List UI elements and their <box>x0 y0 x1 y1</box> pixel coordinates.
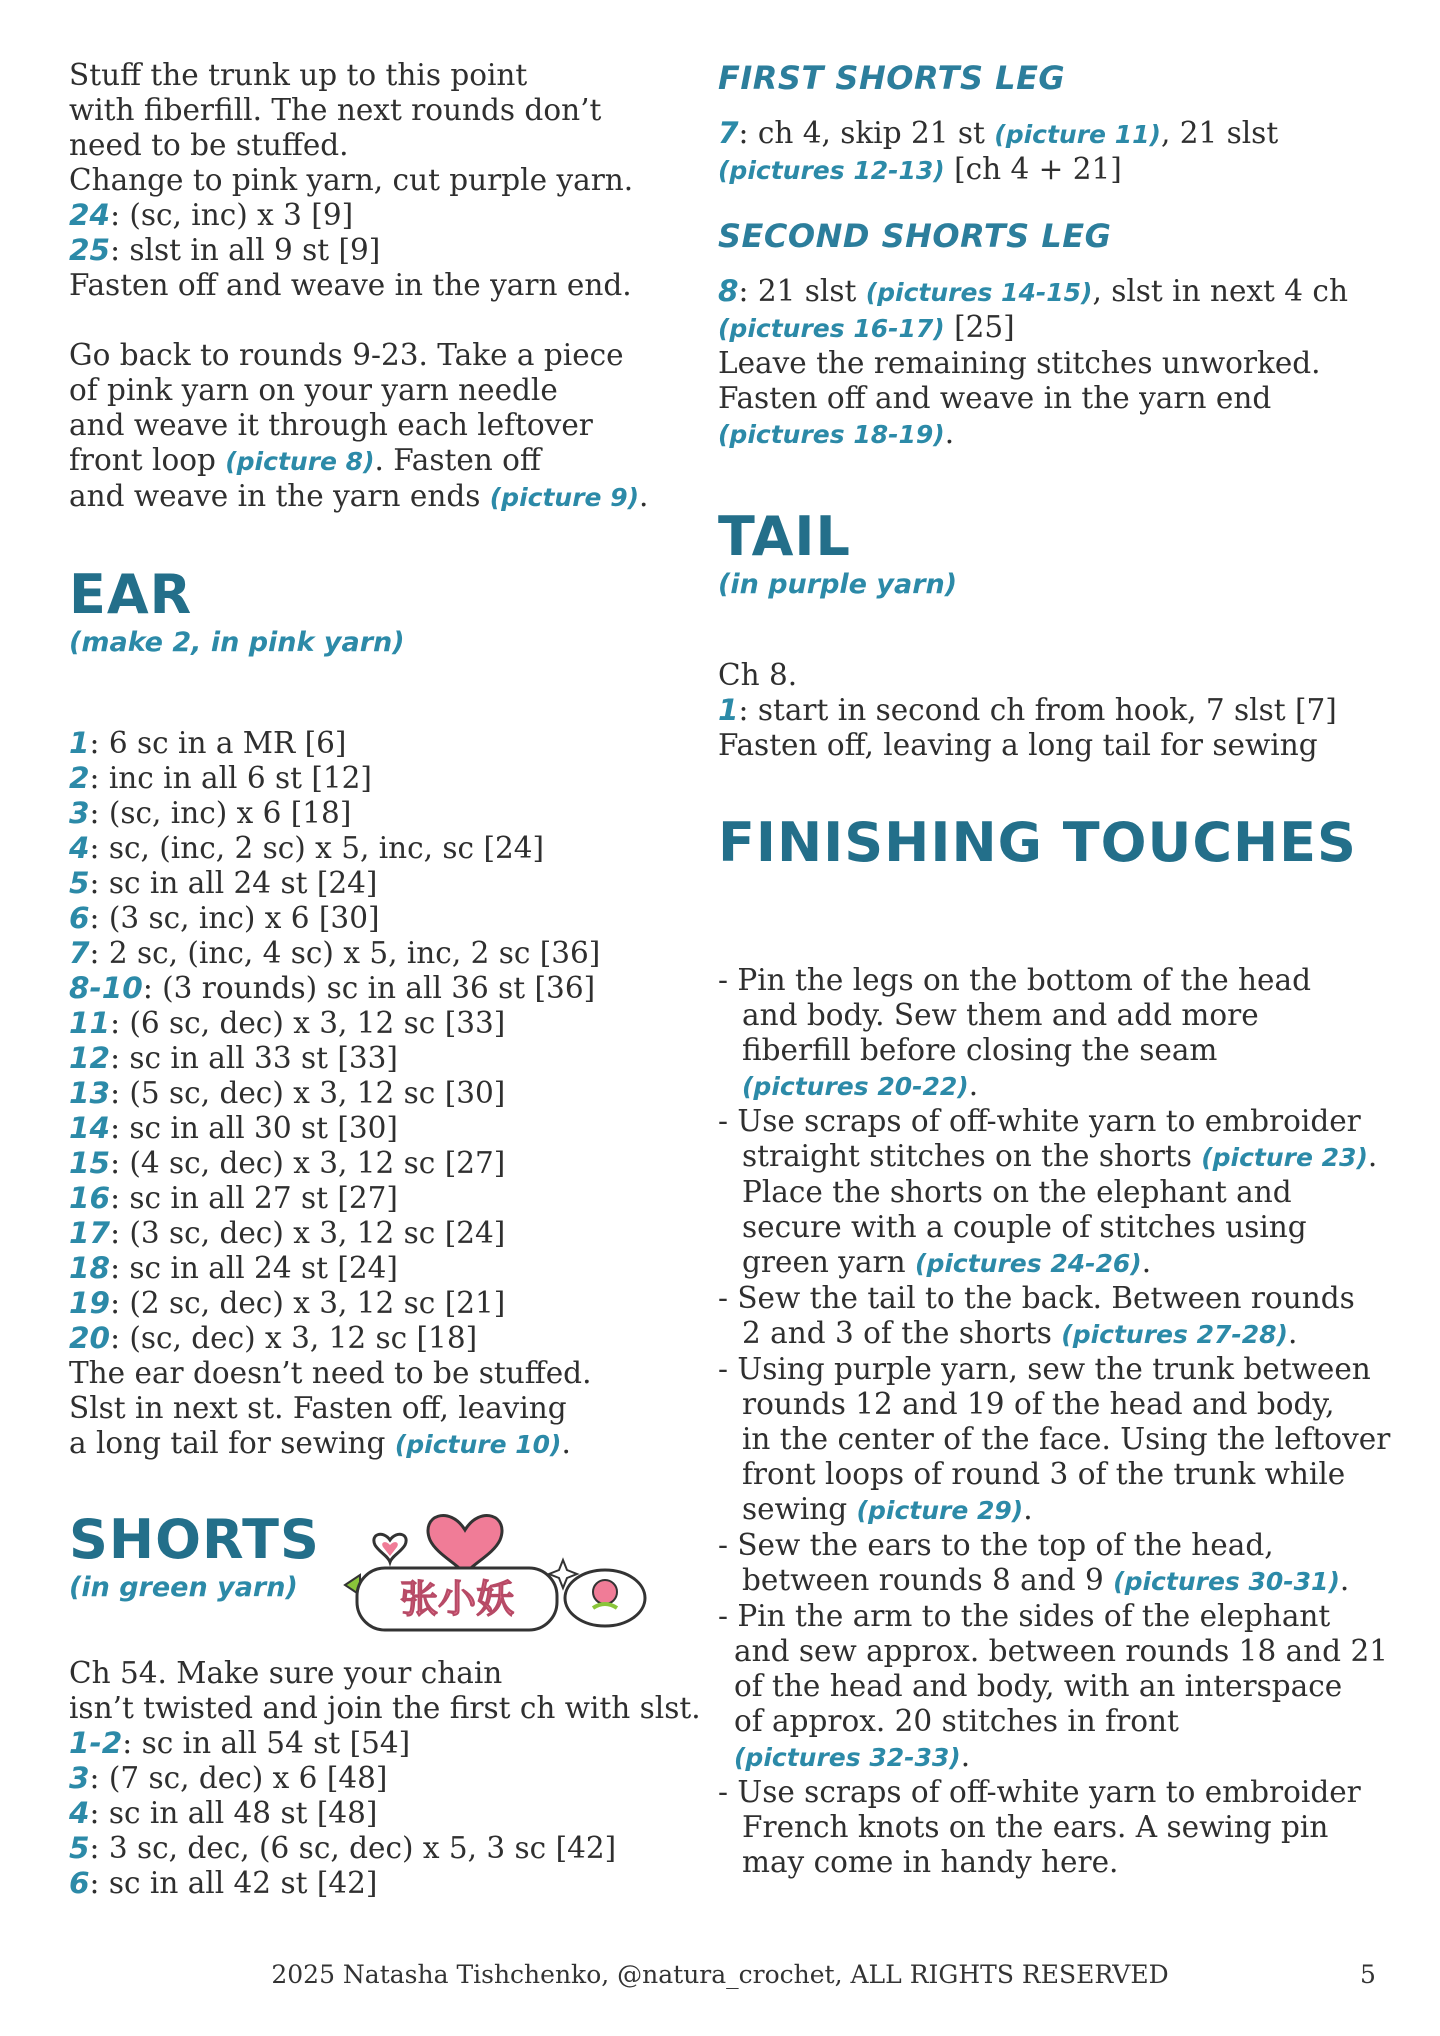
round-number: 25 <box>69 233 111 267</box>
round-number: 19 <box>69 1286 111 1320</box>
round-line: 1: start in second ch from hook, 7 slst [7] <box>718 693 1337 727</box>
round-line <box>69 1831 709 1866</box>
round-number: 1 <box>69 726 90 760</box>
round-line <box>69 1726 709 1761</box>
heart-icon <box>428 1516 502 1575</box>
list-item: front loops of round 3 of the trunk while <box>742 1457 1346 1491</box>
picture-ref: (pictures 18-19) <box>718 420 945 449</box>
round-text: : (3 sc, inc) x 6 [30] <box>89 901 380 935</box>
text-line: and weave in the yarn ends (picture 9). <box>69 479 649 513</box>
flower-bubble-icon <box>565 1570 645 1626</box>
picture-ref: (picture 8) <box>225 447 375 476</box>
round-number: 5 <box>69 1831 90 1865</box>
round-line <box>69 198 709 233</box>
round-text: : sc, (inc, 2 sc) x 5, inc, sc [24] <box>89 831 545 865</box>
picture-ref: (pictures 32-33) <box>734 1743 961 1772</box>
list-item: - Use scraps of off-white yarn to embroider <box>718 1104 1361 1138</box>
list-item: (pictures 32-33). <box>734 1739 971 1773</box>
text-line: Stuff the trunk up to this point <box>69 58 528 92</box>
round-text: : 6 sc in a MR [6] <box>89 726 347 760</box>
round-number: 4 <box>69 1796 90 1830</box>
text-line: (pictures 18-19). <box>718 416 955 450</box>
round-text: : (4 sc, dec) x 3, 12 sc [27] <box>110 1146 506 1180</box>
round-text: : (5 sc, dec) x 3, 12 sc [30] <box>110 1076 506 1110</box>
round-line <box>69 1146 709 1181</box>
round-text: : sc in all 30 st [30] <box>110 1111 398 1145</box>
round-number: 13 <box>69 1076 111 1110</box>
text-line: (pictures 12-13) [ch 4 + 21] <box>718 152 1122 186</box>
round-line <box>69 233 709 268</box>
round-number: 5 <box>69 866 90 900</box>
list-item: 2 and 3 of the shorts (pictures 27-28). <box>742 1316 1298 1350</box>
round-number: 6 <box>69 901 90 935</box>
picture-ref: (picture 29) <box>856 1496 1024 1525</box>
round-line <box>69 971 709 1006</box>
list-item: may come in handy here. <box>742 1845 1119 1879</box>
round-text: : (7 sc, dec) x 6 [48] <box>89 1761 388 1795</box>
list-item: Place the shorts on the elephant and <box>742 1175 1292 1209</box>
round-text: : sc in all 42 st [42] <box>89 1866 378 1900</box>
picture-ref: (pictures 24-26) <box>915 1249 1142 1278</box>
text-line: a long tail for sewing (picture 10). <box>69 1426 571 1460</box>
round-line <box>69 796 709 831</box>
round-line <box>69 866 709 901</box>
round-number: 2 <box>69 761 90 795</box>
tail-heading: TAIL <box>718 505 851 568</box>
sticker-image <box>335 1490 655 1640</box>
list-item: - Sew the ears to the top of the head, <box>718 1528 1274 1562</box>
text-line: Ch 54. Make sure your chain <box>69 1656 503 1690</box>
list-item: and body. Sew them and add more <box>742 998 1259 1032</box>
round-line: 8: 21 slst (pictures 14-15), slst in next 4 ch <box>718 274 1348 308</box>
round-line <box>69 1286 709 1321</box>
round-line <box>69 1076 709 1111</box>
first-shorts-leg-heading: FIRST SHORTS LEG <box>718 59 1066 97</box>
round-text: : sc in all 54 st [54] <box>122 1726 411 1760</box>
round-text: : (2 sc, dec) x 3, 12 sc [21] <box>110 1286 506 1320</box>
round-line <box>69 901 709 936</box>
sticker-text: 张小妖 <box>399 1577 515 1621</box>
list-item: French knots on the ears. A sewing pin <box>742 1810 1329 1844</box>
text-line: (pictures 16-17) [25] <box>718 310 1015 344</box>
round-number: 4 <box>69 831 90 865</box>
round-line <box>69 761 709 796</box>
text-line: front loop (picture 8). Fasten off <box>69 443 541 477</box>
list-item: fiberfill before closing the seam <box>742 1033 1218 1067</box>
round-number: 17 <box>69 1216 111 1250</box>
finishing-list <box>718 963 1391 1880</box>
round-line <box>69 1866 709 1901</box>
picture-ref: (pictures 20-22) <box>742 1072 969 1101</box>
list-item: and sew approx. between rounds 18 and 21 <box>734 1634 1388 1668</box>
text-line: Leave the remaining stitches unworked. <box>718 346 1321 380</box>
round-number: 16 <box>69 1181 111 1215</box>
round-text: : (sc, inc) x 6 [18] <box>89 796 352 830</box>
round-number: 6 <box>69 1866 90 1900</box>
text-line: Fasten off and weave in the yarn end <box>718 381 1272 415</box>
small-heart-icon <box>374 1534 406 1562</box>
picture-ref: (pictures 14-15) <box>865 278 1093 307</box>
text-line: Fasten off, leaving a long tail for sewing <box>718 728 1318 762</box>
page-number: 5 <box>1360 1960 1376 1989</box>
picture-ref: (picture 11) <box>994 120 1161 149</box>
round-text: : inc in all 6 st [12] <box>89 761 372 795</box>
list-item: secure with a couple of stitches using <box>742 1210 1307 1244</box>
tail-subheading: (in purple yarn) <box>718 569 958 600</box>
shorts-subheading: (in green yarn) <box>69 1572 298 1603</box>
round-text: : slst in all 9 st [9] <box>110 233 381 267</box>
round-text: : sc in all 24 st [24] <box>110 1251 398 1285</box>
round-text: : 3 sc, dec, (6 sc, dec) x 5, 3 sc [42] <box>89 1831 617 1865</box>
text-line: isn’t twisted and join the first ch with slst. <box>69 1691 701 1725</box>
round-number: 3 <box>69 1761 90 1795</box>
copyright-footer: 2025 Natasha Tishchenko, @natura_crochet, ALL RIGHTS RESERVED <box>271 1960 1169 1989</box>
finishing-touches-heading: FINISHING TOUCHES <box>718 811 1357 874</box>
round-text: : sc in all 33 st [33] <box>110 1041 398 1075</box>
list-item: rounds 12 and 19 of the head and body, <box>742 1387 1335 1421</box>
list-item: of the head and body, with an interspace <box>734 1669 1343 1703</box>
round-line <box>69 936 709 971</box>
round-line <box>69 726 709 761</box>
round-line <box>69 1181 709 1216</box>
round-line <box>69 1041 709 1076</box>
round-line <box>69 1006 709 1041</box>
picture-ref: (picture 9) <box>489 483 640 512</box>
ear-subheading: (make 2, in pink yarn) <box>69 627 405 658</box>
ear-heading: EAR <box>69 563 193 626</box>
list-item: - Pin the arm to the sides of the elephant <box>718 1599 1331 1633</box>
round-number: 3 <box>69 796 90 830</box>
picture-ref: (picture 23) <box>1201 1143 1368 1172</box>
round-number: 14 <box>69 1111 111 1145</box>
picture-ref: (picture 10) <box>394 1430 562 1459</box>
picture-ref: (pictures 12-13) <box>718 156 945 185</box>
round-number: 11 <box>69 1006 111 1040</box>
list-item: - Sew the tail to the back. Between rounds <box>718 1281 1355 1315</box>
round-number: 12 <box>69 1041 111 1075</box>
round-text: : sc in all 24 st [24] <box>89 866 378 900</box>
round-number: 1-2 <box>69 1726 123 1760</box>
list-item: - Using purple yarn, sew the trunk between <box>718 1352 1371 1386</box>
list-item: straight stitches on the shorts (picture 23). <box>742 1139 1378 1173</box>
round-text: : sc in all 48 st [48] <box>89 1796 378 1830</box>
text-line: need to be stuffed. <box>69 128 349 162</box>
round-line <box>69 1111 709 1146</box>
round-line: 7: ch 4, skip 21 st (picture 11), 21 slst <box>718 116 1279 150</box>
picture-ref: (pictures 27-28) <box>1061 1320 1288 1349</box>
round-number: 24 <box>69 198 111 232</box>
text-line: with fiberfill. The next rounds don’t <box>69 93 602 127</box>
text-line: Go back to rounds 9-23. Take a piece <box>69 338 624 372</box>
picture-ref: (pictures 30-31) <box>1113 1567 1340 1596</box>
right-column <box>718 58 1391 1880</box>
round-number: 15 <box>69 1146 111 1180</box>
round-number: 18 <box>69 1251 111 1285</box>
round-line <box>69 1796 709 1831</box>
round-text: : (sc, inc) x 3 [9] <box>110 198 354 232</box>
list-item: green yarn (pictures 24-26). <box>742 1245 1152 1279</box>
round-number: 8-10 <box>69 971 143 1005</box>
text-line: and weave it through each leftover <box>69 408 593 442</box>
ear-rounds-list <box>69 726 709 1356</box>
text-line: of pink yarn on your yarn needle <box>69 373 558 407</box>
round-line <box>69 831 709 866</box>
text-line: Slst in next st. Fasten off, leaving <box>69 1391 567 1425</box>
list-item: in the center of the face. Using the leftover <box>742 1422 1391 1456</box>
round-text: : (sc, dec) x 3, 12 sc [18] <box>110 1321 478 1355</box>
text-line: Fasten off and weave in the yarn end. <box>69 268 632 302</box>
list-item: of approx. 20 stitches in front <box>734 1704 1179 1738</box>
round-line <box>69 1251 709 1286</box>
round-text: : (3 sc, dec) x 3, 12 sc [24] <box>110 1216 506 1250</box>
shorts-rounds-list <box>69 1726 709 1901</box>
round-text: : (6 sc, dec) x 3, 12 sc [33] <box>110 1006 506 1040</box>
round-line <box>69 1216 709 1251</box>
shorts-heading: SHORTS <box>69 1508 320 1571</box>
list-item: between rounds 8 and 9 (pictures 30-31). <box>742 1563 1350 1597</box>
round-number: 20 <box>69 1321 111 1355</box>
round-line <box>69 1761 709 1796</box>
list-item: - Use scraps of off-white yarn to embroider <box>718 1775 1361 1809</box>
second-shorts-leg-heading: SECOND SHORTS LEG <box>718 217 1112 255</box>
picture-ref: (pictures 16-17) <box>718 314 945 343</box>
text-line: The ear doesn’t need to be stuffed. <box>69 1356 592 1390</box>
round-text: : 2 sc, (inc, 4 sc) x 5, inc, 2 sc [36] <box>89 936 601 970</box>
round-text: : sc in all 27 st [27] <box>110 1181 398 1215</box>
text-line: Change to pink yarn, cut purple yarn. <box>69 163 634 197</box>
round-text: : (3 rounds) sc in all 36 st [36] <box>142 971 596 1005</box>
list-item: (pictures 20-22). <box>742 1068 979 1102</box>
list-item: sewing (picture 29). <box>742 1492 1033 1526</box>
round-line <box>69 1321 709 1356</box>
text-line: Ch 8. <box>718 658 798 692</box>
list-item: - Pin the legs on the bottom of the head <box>718 963 1311 997</box>
round-number: 7 <box>69 936 90 970</box>
